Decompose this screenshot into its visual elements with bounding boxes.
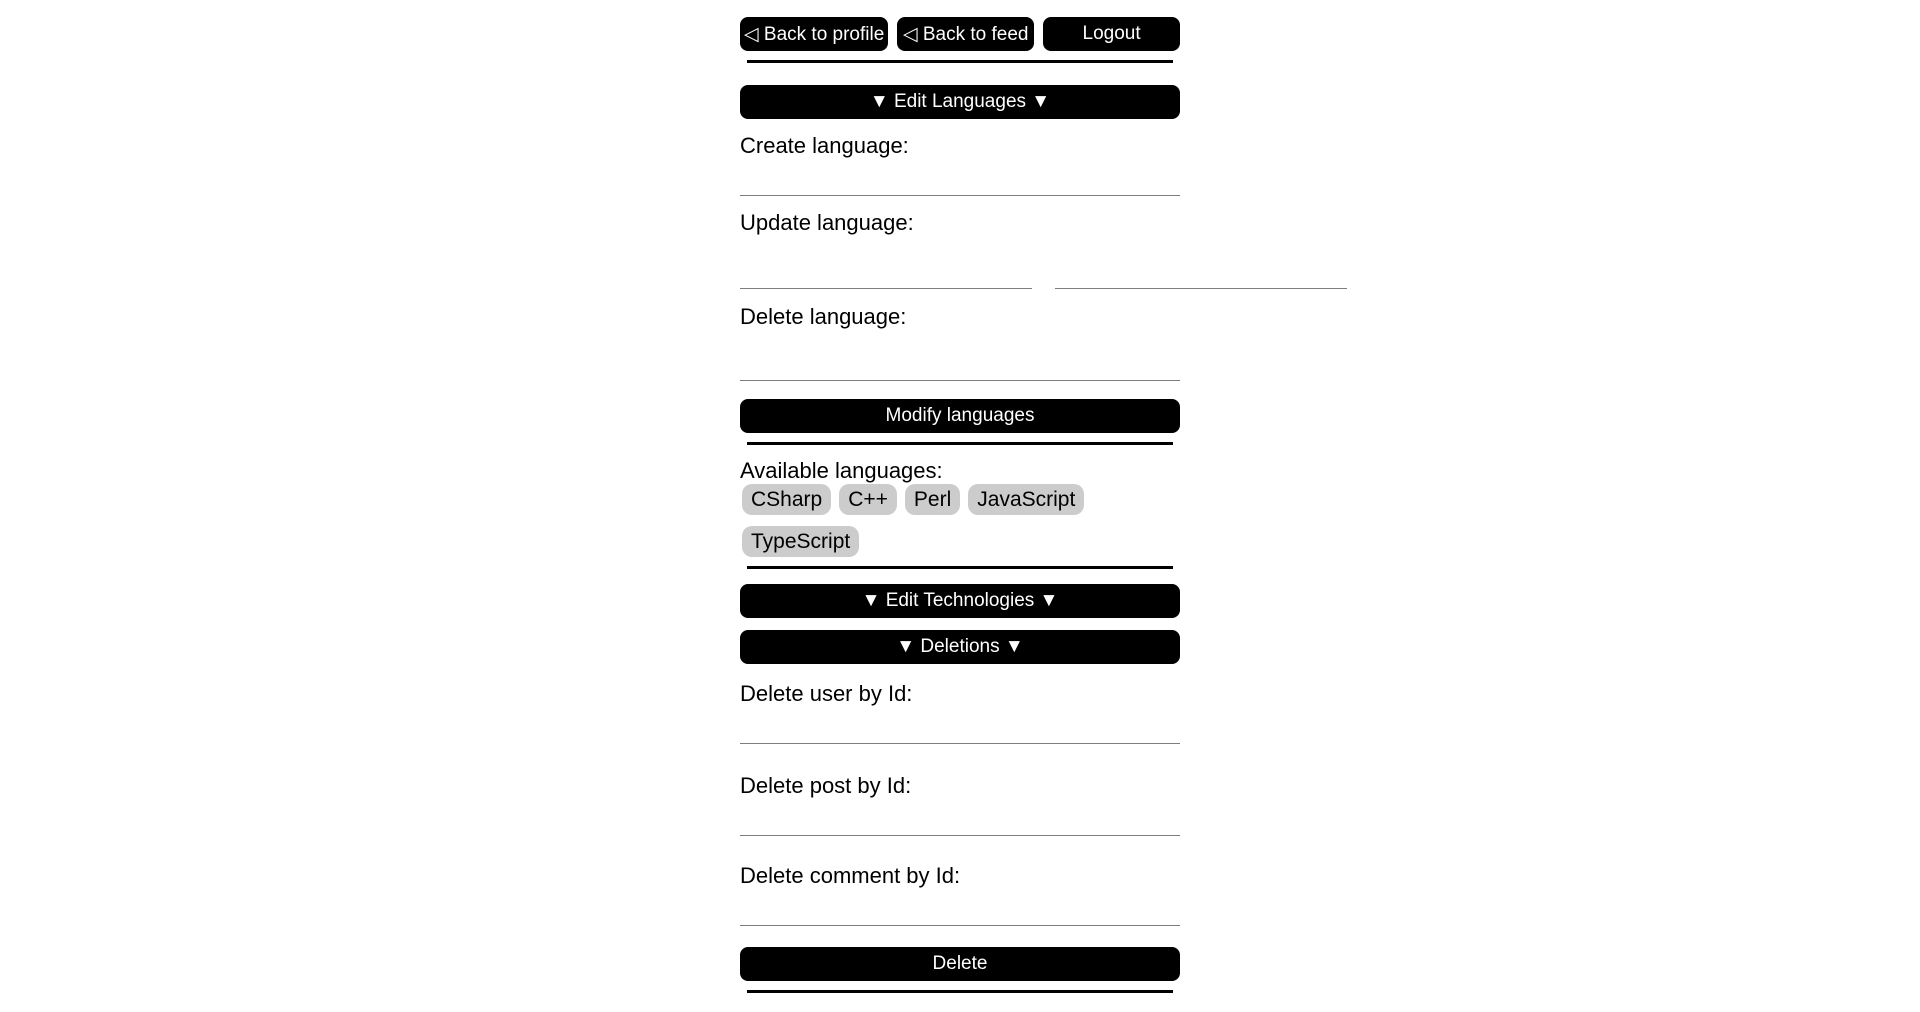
delete-post-id-input[interactable]	[740, 798, 1180, 836]
delete-language-input[interactable]	[740, 343, 1180, 381]
languages-divider	[747, 442, 1173, 445]
language-chip: C++	[839, 484, 897, 515]
back-to-profile-button[interactable]: ◁ Back to profile	[740, 17, 888, 51]
available-languages-divider	[747, 566, 1173, 569]
deletions-divider	[747, 990, 1173, 993]
edit-languages-summary[interactable]: ▼ Edit Languages ▼	[740, 85, 1180, 119]
create-language-label: Create language:	[740, 133, 909, 158]
update-language-label: Update language:	[740, 210, 914, 235]
edit-technologies-summary[interactable]: ▼ Edit Technologies ▼	[740, 584, 1180, 618]
language-chip: TypeScript	[742, 526, 859, 557]
deletions-summary[interactable]: ▼ Deletions ▼	[740, 630, 1180, 664]
delete-language-label: Delete language:	[740, 304, 907, 329]
create-language-input[interactable]	[740, 158, 1180, 196]
back-to-feed-button[interactable]: ◁ Back to feed	[897, 17, 1034, 51]
delete-user-id-label: Delete user by Id:	[740, 681, 913, 706]
topbar-divider	[747, 60, 1173, 63]
language-chip: JavaScript	[968, 484, 1084, 515]
modify-languages-button[interactable]: Modify languages	[740, 399, 1180, 433]
delete-button[interactable]: Delete	[740, 947, 1180, 981]
update-language-new-input[interactable]	[1055, 251, 1347, 289]
logout-button[interactable]: Logout	[1043, 17, 1180, 51]
language-chip: CSharp	[742, 484, 831, 515]
update-language-old-input[interactable]	[740, 251, 1032, 289]
delete-post-id-label: Delete post by Id:	[740, 773, 912, 798]
delete-comment-id-input[interactable]	[740, 888, 1180, 926]
language-chip: Perl	[905, 484, 960, 515]
update-language-inputs	[740, 251, 1180, 289]
delete-user-id-input[interactable]	[740, 706, 1180, 744]
language-chips	[740, 484, 1180, 557]
topbar	[740, 17, 1180, 51]
delete-comment-id-label: Delete comment by Id:	[740, 863, 961, 888]
available-languages-label: Available languages:	[740, 458, 943, 483]
admin-panel	[740, 17, 1180, 1009]
